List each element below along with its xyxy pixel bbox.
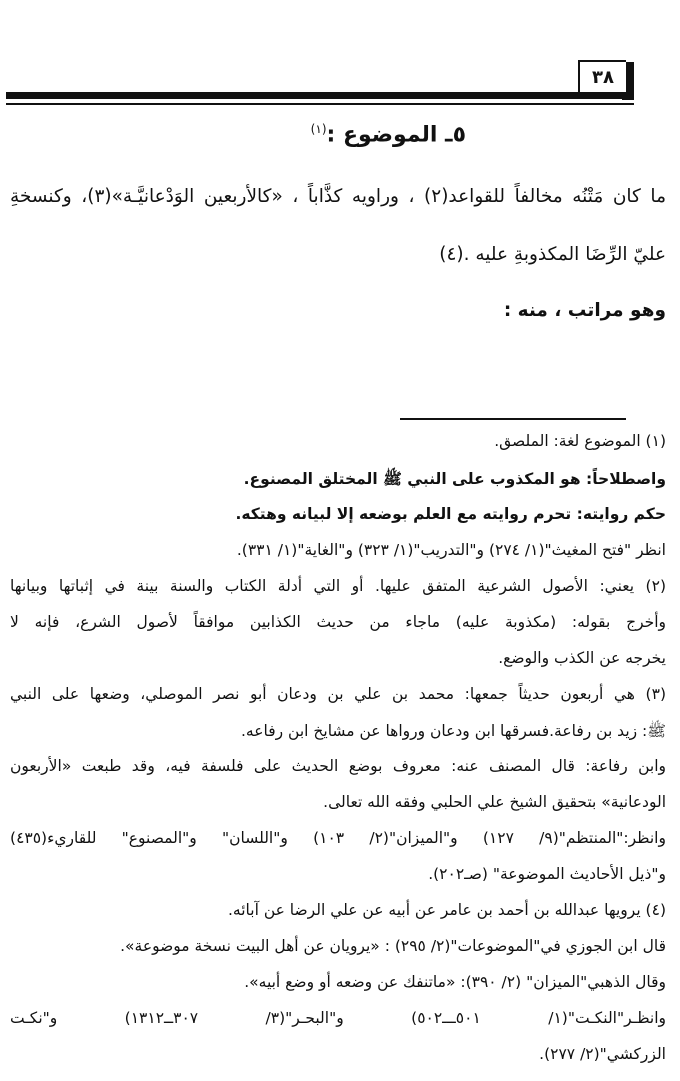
footnote-separator — [400, 418, 626, 420]
body-line-2: عليّ الرِّضَا المكذوبةِ عليه .(٤) — [439, 244, 666, 265]
body-line-1: ما كان مَتْنُه مخالفاً للقواعد(٢) ، وراويه كذَّاباً ، «كالأربعين الوَدْعانيَّـة»(٣)، وكنسخةِ — [10, 186, 666, 207]
section-heading-text: ٥ـ الموضوع : — [326, 122, 466, 148]
body-line-3: وهو مراتب ، منه : — [503, 300, 666, 321]
heading-footnote-ref: (١) — [310, 122, 327, 136]
footnote-line: وانظـر"النكـت"(١/ ٥٠١ـــ٥٠٢) و"البحـر"(٣/ ٣٠٧ــ١٣١٢) و"نكـت — [10, 1009, 667, 1027]
header-rule-thin — [6, 103, 634, 105]
footnote-line: الزركشي"(٢/ ٢٧٧). — [539, 1045, 666, 1063]
footnote-line: و"ذيل الأحاديث الموضوعة" (صـ٢٠٢). — [428, 865, 666, 883]
footnote-line: وأخرج بقوله: (مكذوبة عليه) ماجاء من حديث الكذابين موافقاً لأصول الشرع، فإنه لا — [10, 613, 666, 631]
footnote-line: (١) الموضوع لغة: الملصق. — [494, 432, 666, 450]
section-heading — [311, 122, 466, 147]
footnote-line: ﷺ: زيد بن رفاعة.فسرقها ابن ودعان ورواها عن مشايخ ابن رفاعه. — [241, 722, 666, 740]
footnote-line: انظر "فتح المغيث"(١/ ٢٧٤) و"التدريب"(١/ ٣٢٣) و"الغاية"(١/ ٣٣١). — [236, 541, 666, 559]
page-number: ٣٨ — [578, 60, 626, 94]
footnote-line: حكم روايته: تحرم روايته مع العلم بوضعه إلا لبيانه وهتكه. — [235, 505, 666, 523]
footnote-line: وابن رفاعة: قال المصنف عنه: معروف بوضع الحديث على فلسفة فيه، وقد طبعت «الأربعون — [10, 757, 666, 775]
header-rule-thick — [6, 92, 634, 99]
footnote-line: (٤) يرويها عبدالله بن أحمد بن عامر عن أبيه عن علي الرضا عن آبائه. — [228, 901, 666, 919]
footnote-line: الودعانية» بتحقيق الشيخ علي الحلبي وفقه الله تعالى. — [323, 793, 666, 811]
footnote-line: وقال الذهبي"الميزان" (٢/ ٣٩٠): «ماتنفك عن وضعه أو وضع أبيه». — [244, 973, 666, 991]
footnote-line: واصطلاحاً: هو المكذوب على النبي ﷺ المختلق المصنوع. — [243, 470, 666, 488]
footnote-line: وانظر:"المنتظم"(٩/ ١٢٧) و"الميزان"(٢/ ١٠٣) و"اللسان" و"المصنوع" للقاريء(٤٣٥) — [10, 829, 666, 847]
footnote-line: (٢) يعني: الأصول الشرعية المتفق عليها. أو التي أدلة الكتاب والسنة بينة في إثباتها وبيانها — [10, 577, 666, 595]
footnote-line: قال ابن الجوزي في"الموضوعات"(٢/ ٢٩٥) : «يرويان عن أهل البيت نسخة موضوعة». — [120, 937, 666, 955]
footnote-line: يخرجه عن الكذب والوضع. — [498, 649, 666, 667]
footnote-line: (٣) هي أربعون حديثاً جمعها: محمد بن علي بن ودعان أبو نصر الموصلي، وضعها على النبي — [10, 685, 666, 703]
